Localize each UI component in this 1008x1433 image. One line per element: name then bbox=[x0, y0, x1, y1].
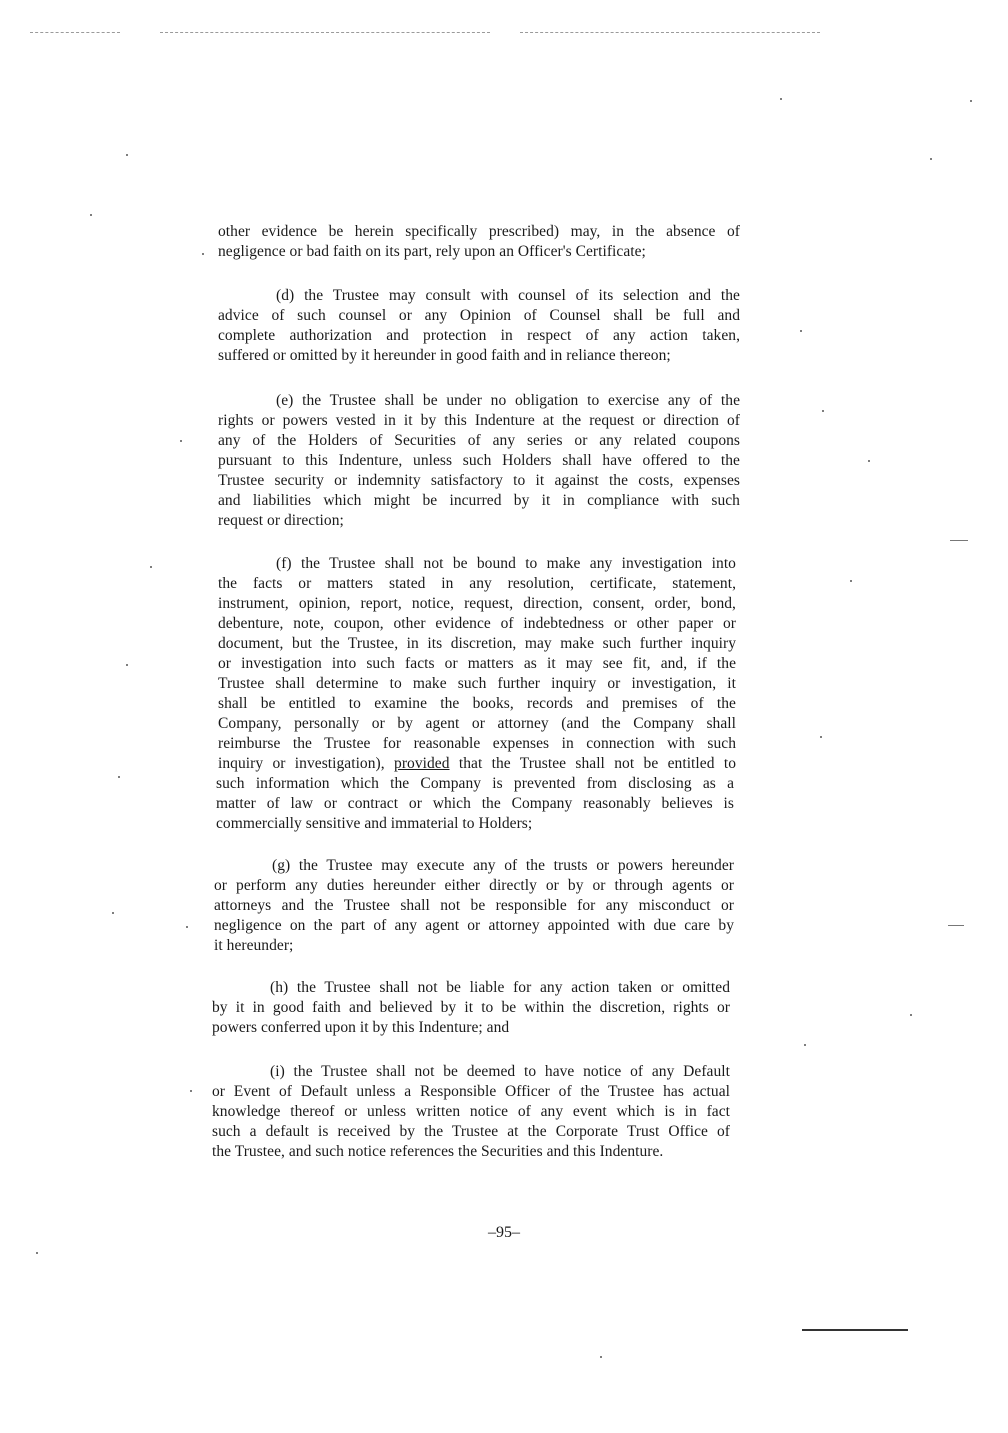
clause-d-line: advice of such counsel or any Opinion of Counsel shall be full and bbox=[218, 307, 740, 324]
clause-f-line: Trustee shall determine to make such further inquiry or investigation, it bbox=[218, 675, 736, 692]
clause-g-line: attorneys and the Trustee shall not be responsible for any misconduct or bbox=[214, 897, 734, 914]
scan-speck bbox=[850, 580, 852, 582]
clause-e-line: and liabilities which might be incurred by it in compliance with such bbox=[218, 492, 740, 509]
clause-f-first-line: (f) the Trustee shall not be bound to make any investigation into bbox=[276, 555, 736, 572]
clause-e-line: any of the Holders of Securities of any series or any related coupons bbox=[218, 432, 740, 449]
clause-f-line: matter of law or contract or which the Company reasonably believes is bbox=[216, 795, 734, 812]
clause-f-line: document, but the Trustee, in its discretion, may make such further inquiry bbox=[218, 635, 736, 652]
scan-artifact-dash bbox=[30, 32, 120, 34]
scan-speck bbox=[126, 154, 128, 156]
clause-f-line: such information which the Company is prevented from disclosing as a bbox=[216, 775, 734, 792]
clause-i-first-line: (i) the Trustee shall not be deemed to have notice of any Default bbox=[270, 1063, 730, 1080]
scan-artifact-mark bbox=[948, 925, 964, 926]
scan-speck bbox=[118, 776, 120, 778]
bottom-rule bbox=[802, 1329, 908, 1331]
continuation-line: other evidence be herein specifically prescribed) may, in the absence of bbox=[218, 223, 740, 240]
clause-f-line: the facts or matters stated in any resolution, certificate, statement, bbox=[218, 575, 736, 592]
clause-f-line: debenture, note, coupon, other evidence of indebtedness or other paper or bbox=[218, 615, 736, 632]
continuation-line: negligence or bad faith on its part, rely upon an Officer's Certificate; bbox=[218, 243, 646, 260]
clause-i-line: the Trustee, and such notice references the Securities and this Indenture. bbox=[212, 1143, 664, 1160]
scan-artifact-dash bbox=[520, 32, 820, 34]
clause-h-line: by it in good faith and believed by it to be within the discretion, rights or bbox=[212, 999, 730, 1016]
clause-d-first-line: (d) the Trustee may consult with counsel of its selection and the bbox=[276, 287, 740, 304]
scan-speck bbox=[780, 98, 782, 100]
clause-f-line: shall be entitled to examine the books, records and premises of the bbox=[218, 695, 736, 712]
scan-speck bbox=[180, 440, 182, 442]
clause-f-provided-line bbox=[218, 754, 736, 774]
scan-speck bbox=[822, 410, 824, 412]
clause-e-line: rights or powers vested in it by this Indenture at the request or direction of bbox=[218, 412, 740, 429]
scan-speck bbox=[186, 926, 188, 928]
provided-underlined: provided bbox=[394, 755, 450, 772]
clause-i-line: such a default is received by the Trustee at the Corporate Trust Office of bbox=[212, 1123, 730, 1140]
clause-f-line: commercially sensitive and immaterial to Holders; bbox=[216, 815, 533, 832]
clause-f-line: Company, personally or by agent or attorney (and the Company shall bbox=[218, 715, 736, 732]
clause-f-provided-after: that the Trustee shall not be entitled to bbox=[449, 755, 736, 772]
clause-e-line: pursuant to this Indenture, unless such Holders shall have offered to the bbox=[218, 452, 740, 469]
clause-e-line: request or direction; bbox=[218, 512, 344, 529]
scan-artifact-mark bbox=[950, 540, 968, 541]
scan-speck bbox=[112, 912, 114, 914]
scan-speck bbox=[868, 460, 870, 462]
scan-speck bbox=[800, 330, 802, 332]
scan-speck bbox=[820, 736, 822, 738]
scan-speck bbox=[202, 253, 204, 255]
clause-d-line: complete authorization and protection in respect of any action taken, bbox=[218, 327, 740, 344]
clause-i-line: or Event of Default unless a Responsible Officer of the Trustee has actual bbox=[212, 1083, 730, 1100]
scan-speck bbox=[930, 158, 932, 160]
clause-i-line: knowledge thereof or unless written notice of any event which is in fact bbox=[212, 1103, 730, 1120]
clause-g-line: it hereunder; bbox=[214, 937, 294, 954]
clause-f-line: instrument, opinion, report, notice, request, direction, consent, order, bond, bbox=[218, 595, 736, 612]
clause-d-line: suffered or omitted by it hereunder in good faith and in reliance thereon; bbox=[218, 347, 671, 364]
scan-artifact-dash bbox=[160, 32, 490, 34]
scan-speck bbox=[36, 1252, 38, 1254]
scan-speck bbox=[600, 1356, 602, 1358]
clause-e-line: Trustee security or indemnity satisfactory to it against the costs, expenses bbox=[218, 472, 740, 489]
scan-speck bbox=[90, 214, 92, 216]
clause-g-line: negligence on the part of any agent or attorney appointed with due care by bbox=[214, 917, 734, 934]
clause-e-first-line: (e) the Trustee shall be under no obligation to exercise any of the bbox=[276, 392, 740, 409]
scan-speck bbox=[190, 1090, 192, 1092]
scan-speck bbox=[910, 1014, 912, 1016]
page-number: –95– bbox=[488, 1224, 520, 1241]
scan-speck bbox=[126, 664, 128, 666]
clause-g-first-line: (g) the Trustee may execute any of the trusts or powers hereunder bbox=[272, 857, 734, 874]
clause-g-line: or perform any duties hereunder either directly or by or through agents or bbox=[214, 877, 734, 894]
clause-h-first-line: (h) the Trustee shall not be liable for any action taken or omitted bbox=[270, 979, 730, 996]
clause-f-line: reimburse the Trustee for reasonable expenses in connection with such bbox=[218, 735, 736, 752]
clause-f-line: or investigation into such facts or matters as it may see fit, and, if the bbox=[218, 655, 736, 672]
scan-speck bbox=[804, 1044, 806, 1046]
clause-h-line: powers conferred upon it by this Indenture; and bbox=[212, 1019, 510, 1036]
clause-f-provided-before: inquiry or investigation), bbox=[218, 755, 395, 772]
scan-speck bbox=[970, 100, 972, 102]
scan-speck bbox=[150, 566, 152, 568]
